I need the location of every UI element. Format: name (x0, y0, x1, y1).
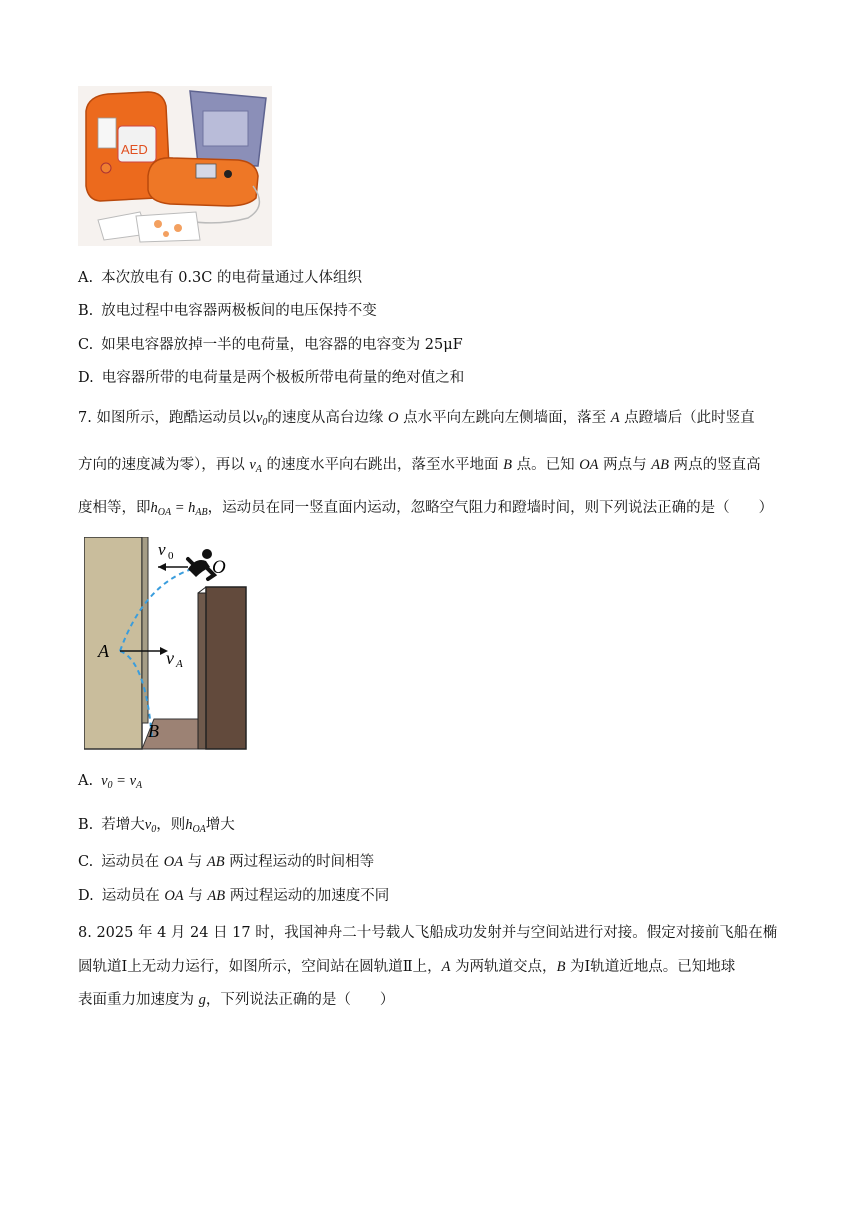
svg-text:B: B (148, 721, 159, 741)
q6-option-d: D. 电容器所带的电荷量是两个极板所带电荷量的绝对值之和 (78, 370, 465, 386)
q6-option-b: B. 放电过程中电容器两极板间的电压保持不变 (78, 303, 377, 319)
svg-text:O: O (212, 557, 226, 578)
platform (206, 587, 246, 749)
svg-text:A: A (176, 658, 183, 670)
q7-option-d: D. 运动员在 OA 与 AB 两过程运动的加速度不同 (78, 888, 390, 904)
aed-device-image (78, 86, 272, 246)
svg-text:A: A (98, 641, 109, 661)
runner-icon (188, 549, 214, 579)
aed-label: AED (121, 142, 148, 157)
q7-stem-line-3: 度相等，即$h_{OA} = h_{AB}$，运动员在同一竖直面内运动，忽略空气阻力和蹬墙时间，则下列说法正确的是（ ） (78, 500, 774, 518)
q7-option-b: B. 若增大$v_0$，则$h_{OA}$增大 (78, 817, 235, 835)
q7-stem-line-1: 7. 如图所示，跑酷运动员以$v_0$的速度从高台边缘 O 点水平向左跳向左侧墙面，落至 A 点蹬墙后（此时竖直 (78, 410, 755, 428)
q6-option-c: C. 如果电容器放掉一半的电荷量，电容器的电容变为 25μF (78, 337, 463, 353)
q8-stem-line-3: 表面重力加速度为 g，下列说法正确的是（ ） (78, 992, 395, 1008)
q7-parkour-figure (84, 537, 248, 750)
q8-stem-line-2: 圆轨道Ⅰ上无动力运行，如图所示，空间站在圆轨道Ⅱ上，A 为两轨道交点，B 为Ⅰ轨道近地点。已知地球 (78, 959, 736, 975)
q7-stem-line-2: 方向的速度减为零），再以 $v_A$ 的速度水平向右跳出，落至水平地面 B 点。已知 OA 两点与 AB 两点的竖直高 (78, 457, 761, 475)
svg-text:v: v (166, 648, 174, 668)
q7-option-a: A. $v_0 = v_A$ (78, 773, 143, 791)
svg-text:0: 0 (168, 550, 174, 562)
svg-text:v: v (158, 540, 166, 559)
q6-option-a: A. 本次放电有 0.3C 的电荷量通过人体组织 (78, 270, 362, 286)
left-wall (84, 537, 142, 749)
q7-option-c: C. 运动员在 OA 与 AB 两过程运动的时间相等 (78, 854, 375, 870)
q8-stem-line-1: 8. 2025 年 4 月 24 日 17 时，我国神舟二十号载人飞船成功发射并与空间站进行对接。假定对接前飞船在椭 (78, 925, 778, 941)
